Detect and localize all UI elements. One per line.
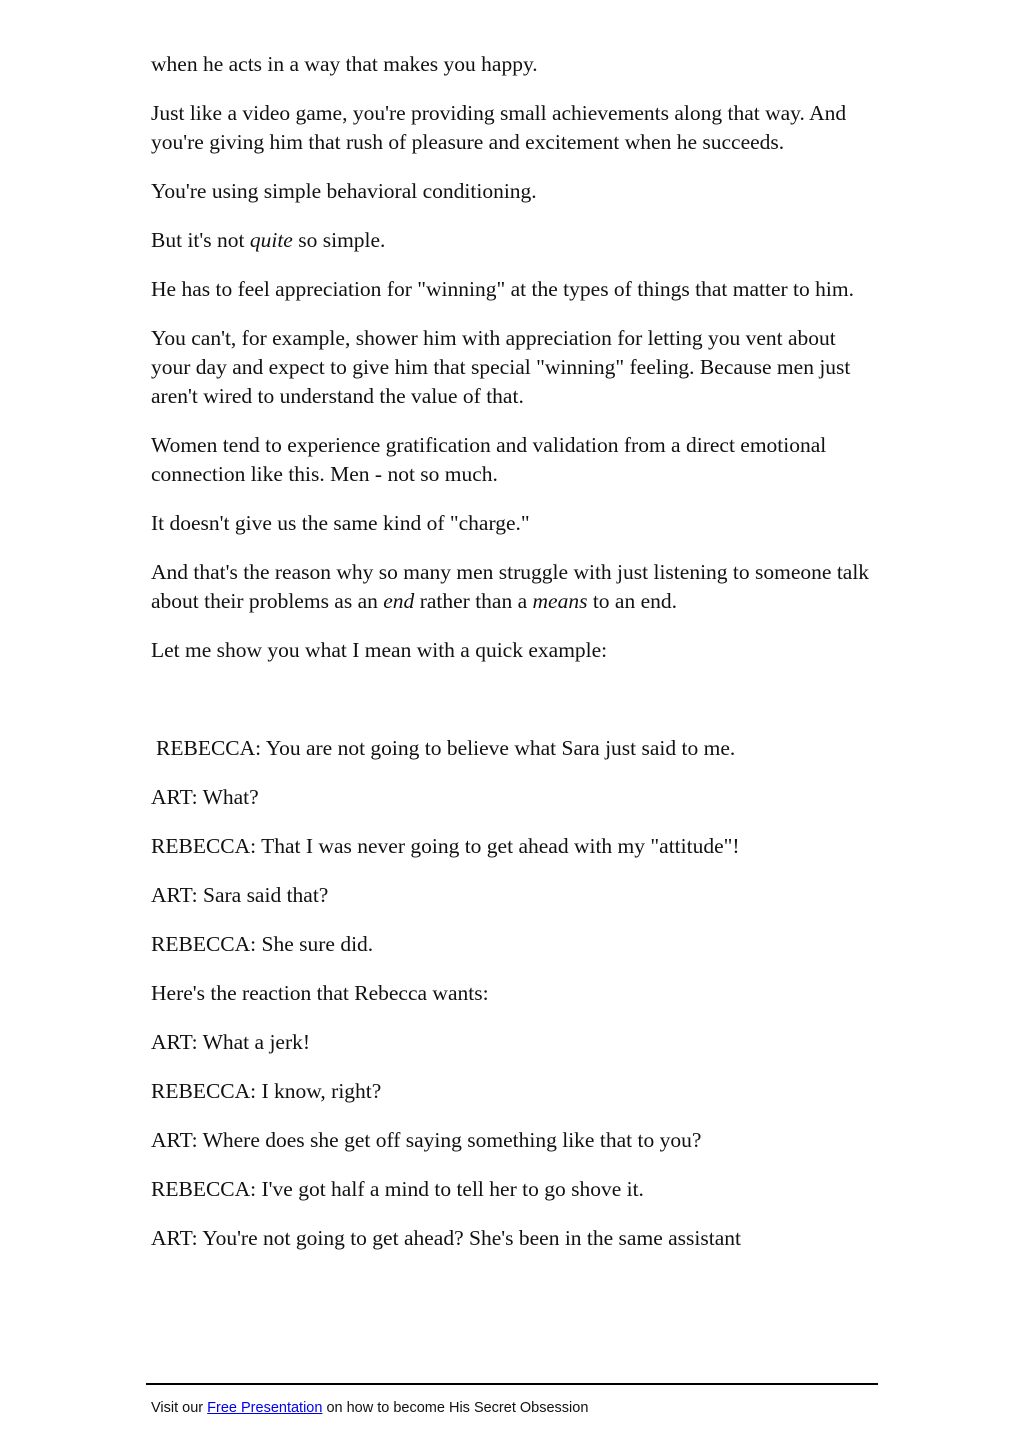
page-footer [151,1399,588,1417]
paragraph: Here's the reaction that Rebecca wants: [151,981,489,1005]
dialogue-line: REBECCA: I've got half a mind to tell her to go shove it. [151,1177,644,1201]
paragraph: Women tend to experience gratification and validation from a direct emotional connection like this. Men - not so much. [151,433,827,486]
paragraph: Just like a video game, you're providing small achievements along that way. And you're giving him that rush of pleasure and excitement when he succeeds. [151,101,847,154]
paragraph: You can't, for example, shower him with appreciation for letting you vent about your day and expect to give him that special "winning" feeling. Because men just aren't wired to understand the value of that. [151,326,851,408]
text-run: rather than a [414,589,533,613]
footer-divider [146,1383,878,1385]
text-run: And that's the reason why so many men struggle with just listening to someone talk about their problems as an [151,560,870,613]
text-run: But it's not [151,228,250,252]
paragraph: when he acts in a way that makes you happy. [151,52,538,76]
dialogue-line: ART: What a jerk! [151,1030,311,1054]
dialogue-line: REBECCA: I know, right? [151,1079,382,1103]
dialogue-line: REBECCA: You are not going to believe what Sara just said to me. [156,736,736,760]
free-presentation-link[interactable]: Free Presentation [207,1400,323,1416]
dialogue-line: ART: Sara said that? [151,883,329,907]
dialogue-line: ART: Where does she get off saying something like that to you? [151,1128,702,1152]
footer-text-prefix: Visit our [151,1400,208,1416]
paragraph [151,558,873,616]
paragraph: You're using simple behavioral conditioning. [151,179,537,203]
footer-text-suffix: on how to become His Secret Obsession [322,1400,589,1416]
dialogue-line: ART: What? [151,785,259,809]
paragraph [151,226,873,255]
emphasis-text: quite [249,228,293,252]
dialogue-line: REBECCA: That I was never going to get ahead with my "attitude"! [151,834,740,858]
dialogue-line: REBECCA: She sure did. [151,932,374,956]
paragraph: It doesn't give us the same kind of "charge." [151,511,530,535]
paragraph: He has to feel appreciation for "winning" at the types of things that matter to him. [151,277,854,301]
paragraph: Let me show you what I mean with a quick example: [151,638,608,662]
text-run: so simple. [292,228,386,252]
emphasis-text: means [532,589,588,613]
dialogue-line: ART: You're not going to get ahead? She's been in the same assistant [151,1226,741,1250]
emphasis-text: end [383,589,415,613]
text-run: to an end. [587,589,677,613]
document-body [151,50,873,1273]
